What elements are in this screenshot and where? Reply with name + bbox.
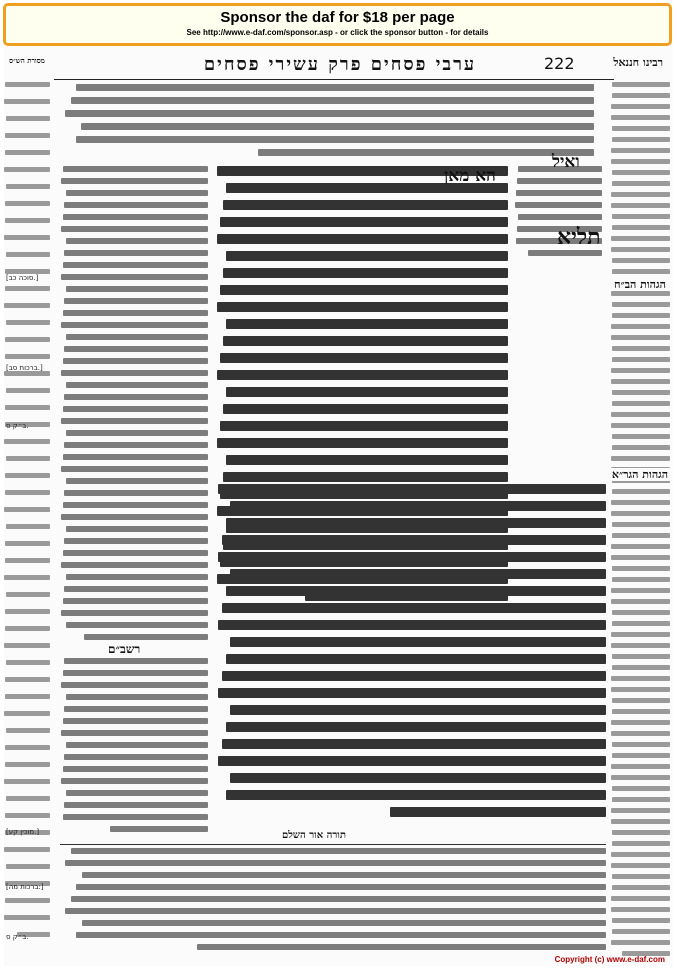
- text-line: [226, 455, 508, 465]
- text-line: [66, 790, 208, 796]
- text-line: [226, 586, 606, 596]
- page-number: 222: [544, 54, 575, 73]
- text-line: [230, 569, 606, 579]
- text-line: [220, 217, 508, 227]
- talmud-page: [4, 48, 673, 966]
- text-line: [63, 358, 208, 364]
- text-line: [611, 940, 670, 945]
- text-line: [71, 896, 606, 902]
- text-line: [217, 370, 508, 380]
- text-line: [4, 915, 50, 920]
- text-line: [66, 694, 208, 700]
- text-line: [611, 412, 670, 417]
- text-line: [612, 577, 670, 582]
- text-line: [218, 552, 606, 562]
- text-line: [611, 324, 670, 329]
- text-line: [611, 676, 670, 681]
- text-line: [611, 896, 670, 901]
- text-line: [4, 303, 50, 308]
- text-line: [612, 82, 670, 87]
- text-line: [76, 884, 606, 890]
- text-line: [64, 754, 208, 760]
- text-line: [612, 918, 670, 923]
- text-line: [612, 797, 670, 802]
- text-line: [5, 473, 50, 478]
- text-line: [611, 104, 670, 109]
- text-line: [611, 863, 670, 868]
- tosafot-opening-word: ואיל: [552, 152, 580, 172]
- text-line: [612, 698, 670, 703]
- text-line: [64, 298, 208, 304]
- text-line: [612, 214, 670, 219]
- text-line: [4, 99, 50, 104]
- text-line: [63, 598, 208, 604]
- text-line: [612, 709, 670, 714]
- text-line: [5, 626, 50, 631]
- text-line: [612, 489, 670, 494]
- margin-note: [סוכה כב.]: [6, 274, 39, 282]
- text-line: [82, 920, 606, 926]
- text-line: [61, 562, 208, 568]
- header-rule: [54, 79, 614, 80]
- text-line: [82, 872, 606, 878]
- text-line: [61, 322, 208, 328]
- rabbenu-chananel-header: רבינו חננאל: [613, 56, 663, 69]
- text-line: [612, 929, 670, 934]
- text-line: [5, 745, 50, 750]
- sponsor-title[interactable]: Sponsor the daf for $18 per page: [220, 9, 455, 26]
- bottom-commentary-block: [60, 848, 606, 960]
- text-line: [612, 126, 670, 131]
- text-line: [6, 592, 50, 597]
- text-line: [61, 514, 208, 520]
- text-line: [611, 764, 670, 769]
- text-line: [612, 346, 670, 351]
- text-line: [76, 136, 594, 143]
- text-line: [611, 687, 670, 692]
- text-line: [612, 610, 670, 615]
- text-line: [230, 637, 606, 647]
- text-line: [612, 742, 670, 747]
- text-line: [5, 150, 50, 155]
- text-line: [61, 610, 208, 616]
- text-line: [5, 286, 50, 291]
- text-line: [223, 404, 508, 414]
- margin-note: ב״ק ס.: [6, 422, 29, 430]
- text-line: [66, 574, 208, 580]
- copyright-notice[interactable]: Copyright (c) www.e-daf.com: [554, 955, 665, 964]
- text-line: [5, 558, 50, 563]
- text-line: [63, 766, 208, 772]
- text-line: [518, 214, 602, 220]
- text-line: [64, 586, 208, 592]
- tosafot-column: [60, 166, 208, 654]
- text-line: [63, 670, 208, 676]
- gemara-opening-word: הא מאן: [444, 166, 496, 186]
- text-line: [222, 739, 606, 749]
- text-line: [63, 214, 208, 220]
- text-line: [61, 466, 208, 472]
- text-line: [5, 490, 50, 495]
- hagahot-gra-heading: הגהות הגר״א: [611, 468, 669, 481]
- text-line: [516, 190, 602, 196]
- text-line: [218, 756, 606, 766]
- text-line: [64, 706, 208, 712]
- text-line: [4, 507, 50, 512]
- text-line: [63, 454, 208, 460]
- text-line: [6, 456, 50, 461]
- text-line: [611, 335, 670, 340]
- text-line: [5, 694, 50, 699]
- margin-note: [ברכות מה:]: [6, 883, 44, 891]
- text-line: [230, 773, 606, 783]
- text-line: [220, 353, 508, 363]
- text-line: [611, 599, 670, 604]
- text-line: [6, 660, 50, 665]
- text-line: [6, 796, 50, 801]
- tosafot-second-word: תליא: [557, 224, 601, 250]
- text-line: [226, 722, 606, 732]
- text-line: [218, 484, 606, 494]
- text-line: [226, 790, 606, 800]
- text-line: [61, 682, 208, 688]
- text-line: [612, 313, 670, 318]
- text-line: [611, 247, 670, 252]
- text-line: [528, 250, 602, 256]
- text-line: [5, 133, 50, 138]
- text-line: [612, 181, 670, 186]
- text-line: [612, 830, 670, 835]
- text-line: [65, 908, 606, 914]
- text-line: [64, 346, 208, 352]
- text-line: [65, 110, 594, 117]
- text-line: [6, 864, 50, 869]
- text-line: [223, 472, 508, 482]
- text-line: [4, 711, 50, 716]
- mesoret-header: מסורת הש״ס: [9, 56, 45, 65]
- text-line: [612, 390, 670, 395]
- text-line: [611, 500, 670, 505]
- text-line: [217, 234, 508, 244]
- section-divider: [60, 844, 606, 845]
- text-line: [218, 620, 606, 630]
- text-line: [611, 291, 670, 296]
- text-line: [611, 588, 670, 593]
- text-line: [63, 310, 208, 316]
- text-line: [222, 535, 606, 545]
- text-line: [611, 379, 670, 384]
- text-line: [63, 502, 208, 508]
- text-line: [611, 555, 670, 560]
- text-line: [612, 137, 670, 142]
- text-line: [66, 286, 208, 292]
- text-line: [66, 742, 208, 748]
- text-line: [611, 159, 670, 164]
- margin-note: [מוכין קע.]: [6, 828, 40, 836]
- text-line: [611, 203, 670, 208]
- rashi-top-block: [60, 84, 594, 162]
- text-line: [220, 421, 508, 431]
- text-line: [611, 511, 670, 516]
- hagahot-bach-heading: הגהות הב״ח: [610, 278, 670, 291]
- text-line: [110, 826, 208, 832]
- text-line: [6, 116, 50, 121]
- text-line: [4, 847, 50, 852]
- text-line: [64, 394, 208, 400]
- text-line: [612, 357, 670, 362]
- text-line: [6, 524, 50, 529]
- text-line: [84, 634, 208, 640]
- text-line: [612, 885, 670, 890]
- text-line: [230, 705, 606, 715]
- text-line: [197, 944, 607, 950]
- text-line: [5, 541, 50, 546]
- sponsor-subtitle: See http://www.e-daf.com/sponsor.asp - or click the sponsor button - for details: [186, 28, 489, 37]
- text-line: [515, 202, 602, 208]
- rashi-lower-column: [60, 658, 208, 840]
- text-line: [611, 236, 670, 241]
- text-line: [611, 720, 670, 725]
- text-line: [4, 779, 50, 784]
- text-line: [611, 808, 670, 813]
- text-line: [611, 907, 670, 912]
- text-line: [5, 201, 50, 206]
- text-line: [66, 238, 208, 244]
- text-line: [4, 575, 50, 580]
- text-line: [612, 93, 670, 98]
- text-line: [61, 730, 208, 736]
- text-line: [64, 250, 208, 256]
- text-line: [223, 268, 508, 278]
- text-line: [226, 319, 508, 329]
- text-line: [6, 388, 50, 393]
- text-line: [64, 802, 208, 808]
- text-line: [217, 438, 508, 448]
- page-header: [4, 50, 673, 80]
- text-line: [612, 170, 670, 175]
- text-line: [61, 274, 208, 280]
- margin-note: [ברכות סב.]: [6, 364, 43, 372]
- text-line: [612, 566, 670, 571]
- right-commentary-column: [610, 82, 670, 962]
- text-line: [218, 688, 606, 698]
- text-line: [612, 665, 670, 670]
- text-line: [4, 167, 50, 172]
- text-line: [612, 445, 670, 450]
- text-line: [66, 430, 208, 436]
- text-line: [226, 251, 508, 261]
- text-line: [5, 82, 50, 87]
- text-line: [66, 190, 208, 196]
- text-line: [66, 526, 208, 532]
- text-line: [390, 807, 606, 817]
- text-line: [4, 643, 50, 648]
- text-line: [64, 202, 208, 208]
- text-line: [611, 148, 670, 153]
- text-line: [6, 184, 50, 189]
- text-line: [64, 490, 208, 496]
- text-line: [66, 334, 208, 340]
- text-line: [226, 387, 508, 397]
- text-line: [611, 852, 670, 857]
- text-line: [5, 813, 50, 818]
- text-line: [612, 434, 670, 439]
- text-line: [611, 775, 670, 780]
- text-line: [5, 609, 50, 614]
- text-line: [611, 368, 670, 373]
- text-line: [611, 115, 670, 120]
- text-line: [81, 123, 594, 130]
- text-line: [6, 728, 50, 733]
- text-line: [612, 258, 670, 263]
- text-line: [220, 285, 508, 295]
- text-line: [61, 178, 208, 184]
- text-line: [612, 786, 670, 791]
- text-line: [61, 418, 208, 424]
- text-line: [63, 550, 208, 556]
- text-line: [612, 621, 670, 626]
- text-line: [63, 406, 208, 412]
- text-line: [5, 677, 50, 682]
- running-head: ערבי פסחים פרק עשירי פסחים: [203, 54, 477, 75]
- text-line: [611, 192, 670, 197]
- text-line: [223, 336, 508, 346]
- text-line: [65, 860, 606, 866]
- text-line: [66, 622, 208, 628]
- text-line: [66, 382, 208, 388]
- text-line: [76, 84, 594, 91]
- text-line: [63, 262, 208, 268]
- text-line: [612, 269, 670, 274]
- text-line: [6, 320, 50, 325]
- text-line: [611, 819, 670, 824]
- text-line: [4, 439, 50, 444]
- text-line: [612, 302, 670, 307]
- gemara-wide-block: [214, 484, 606, 840]
- text-line: [61, 370, 208, 376]
- text-line: [5, 218, 50, 223]
- text-line: [612, 522, 670, 527]
- text-line: [222, 671, 606, 681]
- text-line: [5, 762, 50, 767]
- text-line: [611, 544, 670, 549]
- text-line: [611, 456, 670, 461]
- text-line: [226, 518, 606, 528]
- text-line: [63, 166, 208, 172]
- rashi-heading: רשב״ם: [108, 642, 141, 656]
- text-line: [517, 178, 602, 184]
- text-line: [66, 478, 208, 484]
- text-line: [222, 603, 606, 613]
- text-line: [612, 841, 670, 846]
- text-line: [64, 442, 208, 448]
- text-line: [611, 632, 670, 637]
- text-line: [612, 874, 670, 879]
- text-line: [230, 501, 606, 511]
- margin-note: ב״ק ס.: [6, 933, 29, 941]
- text-line: [5, 354, 50, 359]
- text-line: [71, 848, 606, 854]
- text-line: [61, 778, 208, 784]
- text-line: [76, 932, 606, 938]
- text-line: [258, 149, 594, 156]
- sponsor-banner[interactable]: [3, 3, 672, 46]
- text-line: [612, 225, 670, 230]
- text-line: [612, 533, 670, 538]
- text-line: [612, 654, 670, 659]
- text-line: [5, 337, 50, 342]
- text-line: [611, 643, 670, 648]
- text-line: [217, 302, 508, 312]
- mesorah-heading: תורה אור השלם: [282, 830, 346, 841]
- text-line: [611, 731, 670, 736]
- text-line: [612, 401, 670, 406]
- text-line: [5, 405, 50, 410]
- text-line: [64, 658, 208, 664]
- text-line: [611, 423, 670, 428]
- text-line: [226, 654, 606, 664]
- text-line: [4, 235, 50, 240]
- text-line: [63, 814, 208, 820]
- text-line: [6, 252, 50, 257]
- text-line: [61, 226, 208, 232]
- text-line: [63, 718, 208, 724]
- text-line: [64, 538, 208, 544]
- text-line: [223, 200, 508, 210]
- text-line: [612, 753, 670, 758]
- text-line: [5, 898, 50, 903]
- text-line: [71, 97, 594, 104]
